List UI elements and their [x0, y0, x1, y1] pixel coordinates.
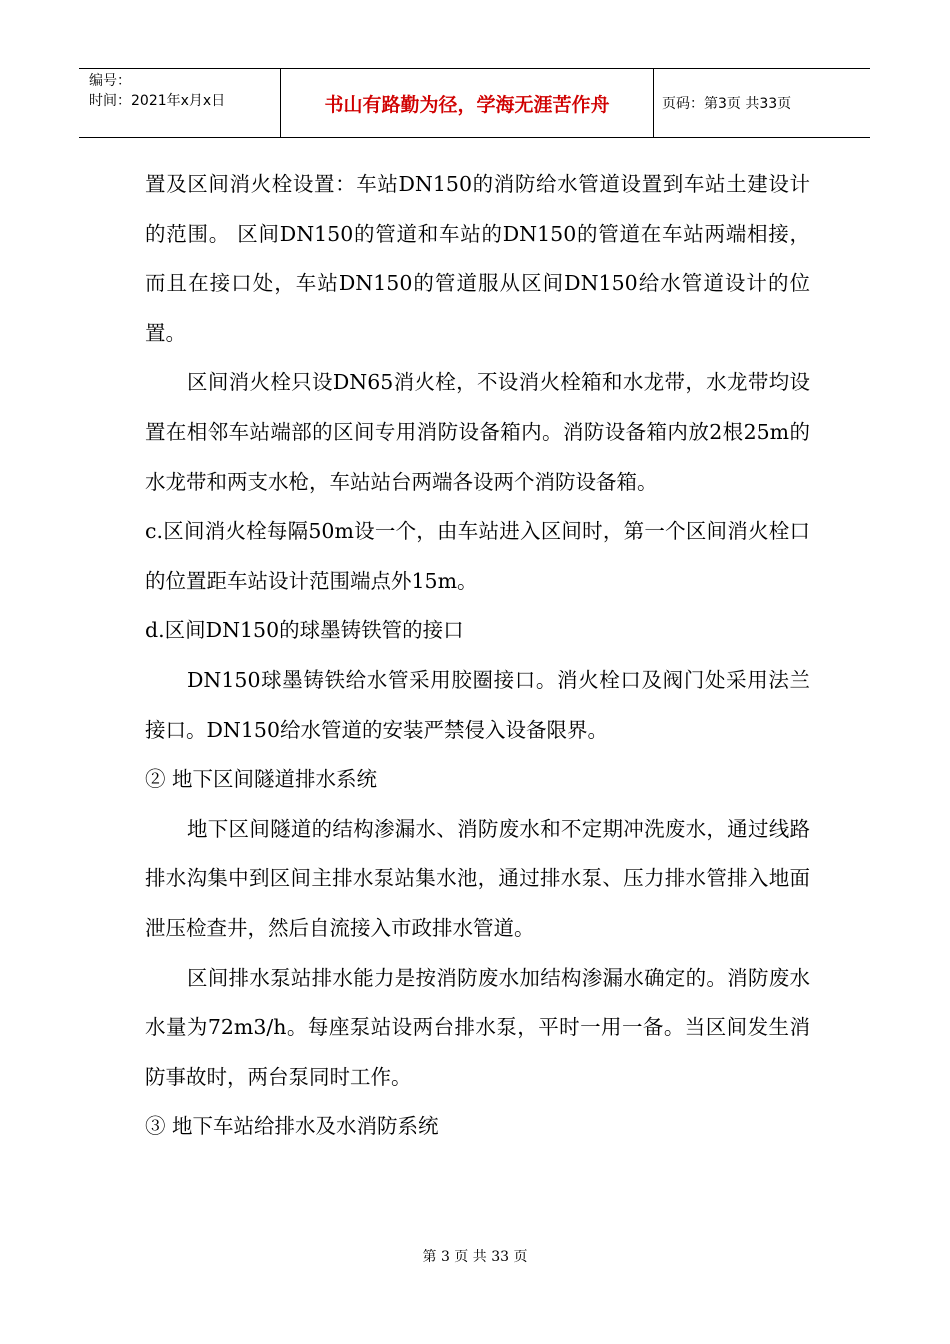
- header-page-cell: [654, 69, 870, 137]
- document-number-label: 编号：: [89, 73, 131, 89]
- header-meta-cell: [79, 69, 281, 137]
- document-date-label: 时间：2021年x月x日: [89, 93, 226, 109]
- paragraph: DN150球墨铸铁给水管采用胶圈接口。消火栓口及阀门处采用法兰接口。DN150给水管道的安装严禁侵入设备限界。: [145, 667, 810, 742]
- paragraph: c.区间消火栓每隔50m设一个，由车站进入区间时，第一个区间消火栓口的位置距车站设计范围端点外15m。: [145, 519, 810, 593]
- document-header: [79, 68, 870, 138]
- page-footer: 第 3 页 共 33 页: [422, 1249, 528, 1265]
- paragraph: 区间排水泵站排水能力是按消防废水加结构渗漏水确定的。消防废水水量为72m3/h。每座泵站设两台排水泵，平时一用一备。当区间发生消防事故时，两台泵同时工作。: [145, 965, 810, 1089]
- header-page-info: 页码：第3页 共33页: [662, 96, 792, 112]
- paragraph: 区间消火栓只设DN65消火栓，不设消火栓箱和水龙带，水龙带均设置在相邻车站端部的区间专用消防设备箱内。消防设备箱内放2根25m的水龙带和两支水枪，车站站台两端各设两个消防设备箱。: [145, 370, 810, 494]
- paragraph: 地下区间隧道的结构渗漏水、消防废水和不定期冲洗废水，通过线路排水沟集中到区间主排水泵站集水池，通过排水泵、压力排水管排入地面泄压检查井，然后自流接入市政排水管道。: [145, 816, 810, 940]
- document-body: [145, 160, 810, 1152]
- header-motto: 书山有路勤为径，学海无涯苦作舟: [324, 93, 610, 116]
- paragraph-heading: d.区间DN150的球墨铸铁管的接口: [145, 618, 464, 643]
- section-heading: ② 地下区间隧道排水系统: [145, 767, 378, 792]
- section-heading: ③ 地下车站给排水及水消防系统: [145, 1114, 439, 1139]
- header-motto-cell: [281, 69, 654, 137]
- paragraph: 置及区间消火栓设置：车站DN150的消防给水管道设置到车站土建设计的范围。 区间DN150的管道和车站的DN150的管道在车站两端相接，而且在接口处，车站DN150的管道服从区间DN150给水管道设计的位置。: [145, 172, 810, 345]
